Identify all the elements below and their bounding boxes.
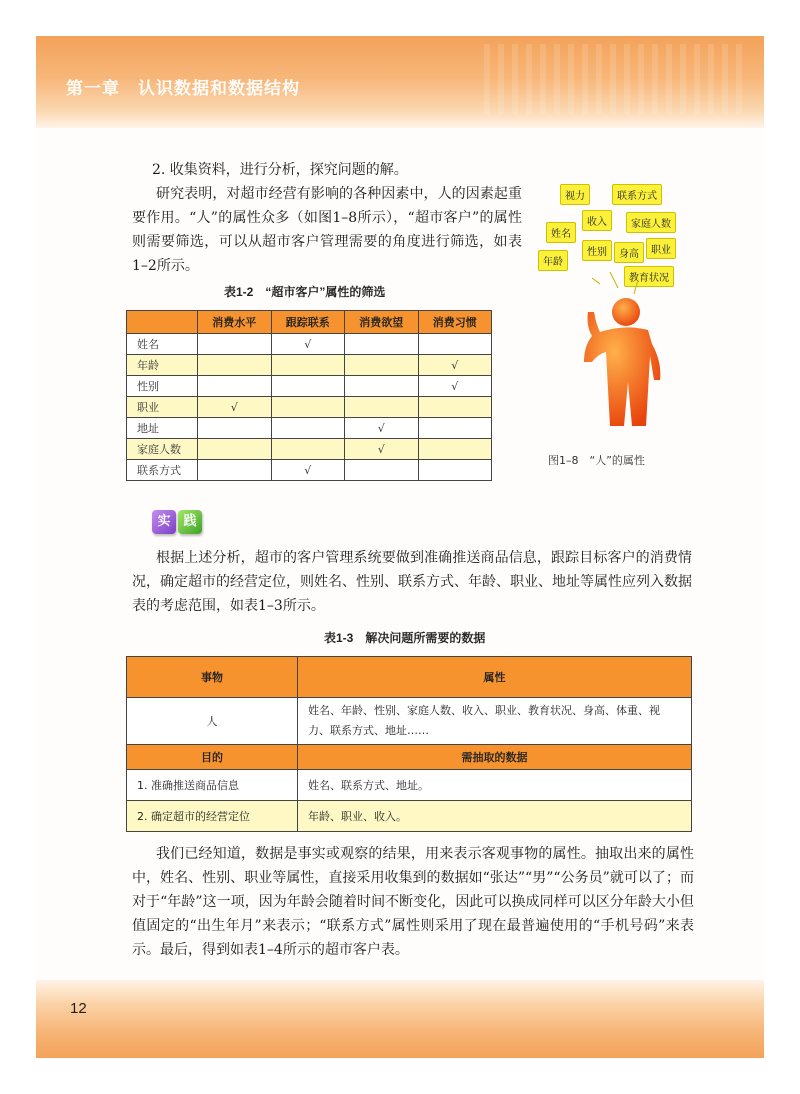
table-header-row <box>127 657 692 698</box>
table-cell: 1. 准确推送商品信息 <box>127 770 298 801</box>
table-cell <box>198 418 272 439</box>
table-cell: √ <box>271 334 345 355</box>
table-cell: 姓名 <box>127 334 198 355</box>
table-cell: 地址 <box>127 418 198 439</box>
table-header-cell: 属性 <box>298 657 692 698</box>
table-cell <box>271 439 345 460</box>
table-header-cell: 消费水平 <box>198 311 272 334</box>
table-header-cell: 需抽取的数据 <box>298 745 692 770</box>
table-cell <box>418 334 492 355</box>
table-header-cell <box>127 311 198 334</box>
table-cell: √ <box>271 460 345 481</box>
table13-caption: 表1-3 解决问题所需要的数据 <box>324 631 486 645</box>
tag-vision: 视力 <box>560 184 590 205</box>
customer-attribute-table <box>126 310 492 481</box>
table-cell <box>198 355 272 376</box>
table-cell <box>198 334 272 355</box>
paragraph-analysis: 根据上述分析，超市的客户管理系统要做到准确推送商品信息，跟踪目标客户的消费情况，确定超市的经营定位，则姓名、性别、联系方式、年龄、职业、地址等属性应列入数据表的考虑范围，如表1–3所示。 <box>132 550 692 614</box>
table-cell: √ <box>345 418 419 439</box>
practice-badge <box>152 510 208 536</box>
table-cell <box>418 439 492 460</box>
table-header-cell: 消费欲望 <box>345 311 419 334</box>
figure-caption: 图1–8 “人”的属性 <box>548 454 645 467</box>
table12-caption: 表1-2 “超市客户”属性的筛选 <box>224 285 386 299</box>
table-cell: √ <box>418 376 492 397</box>
table-cell <box>418 397 492 418</box>
person-illustration <box>530 176 700 446</box>
tag-age: 年龄 <box>538 250 568 271</box>
practice-badge-char: 实 <box>152 510 176 534</box>
practice-badge-char: 践 <box>178 510 202 534</box>
table-cell <box>271 397 345 418</box>
table-row <box>127 439 492 460</box>
table-header-cell: 目的 <box>127 745 298 770</box>
table-cell <box>418 418 492 439</box>
table-cell <box>271 418 345 439</box>
table-cell <box>345 397 419 418</box>
table-cell <box>198 376 272 397</box>
table-row <box>127 460 492 481</box>
table-cell: 职业 <box>127 397 198 418</box>
table-row <box>127 355 492 376</box>
tag-contact: 联系方式 <box>612 184 662 205</box>
table-row <box>127 770 692 801</box>
chapter-title: 第一章 认识数据和数据结构 <box>66 79 300 99</box>
page-number: 12 <box>70 1000 87 1017</box>
table-cell <box>198 460 272 481</box>
table-header-cell: 跟踪联系 <box>271 311 345 334</box>
table-cell: 联系方式 <box>127 460 198 481</box>
tag-occupation: 职业 <box>646 238 676 259</box>
table-cell: 年龄、职业、收入。 <box>298 801 692 832</box>
table-row <box>127 801 692 832</box>
tag-height: 身高 <box>614 242 644 263</box>
footer-band <box>36 980 764 1058</box>
paragraph-conclusion: 我们已经知道，数据是事实或观察的结果，用来表示客观事物的属性。抽取出来的属性中，姓名、性别、职业等属性，直接采用收集到的数据如“张达”“男”“公务员”就可以了；而对于“年龄”这一项，因为年龄会随着时间不断变化，因此可以换成同样可以区分年龄大小但值固定的“出生年月”来表示；“联系方式”属性则采用了现在最普遍使用的“手机号码”来表示。最后，得到如表1–4所示的超市客户表。 <box>132 846 694 958</box>
tag-name: 姓名 <box>546 222 576 243</box>
table-cell: 家庭人数 <box>127 439 198 460</box>
table-header-row <box>127 745 692 770</box>
table-cell <box>345 460 419 481</box>
table-row <box>127 418 492 439</box>
table-cell: 年龄 <box>127 355 198 376</box>
tag-income: 收入 <box>582 210 612 231</box>
table-cell: 姓名、年龄、性别、家庭人数、收入、职业、教育状况、身高、体重、视力、联系方式、地址…… <box>298 698 692 745</box>
paragraph-collect: 2. 收集资料，进行分析，探究问题的解。 <box>152 162 408 178</box>
person-attributes-figure <box>530 176 700 446</box>
table-cell <box>345 355 419 376</box>
tag-gender: 性别 <box>582 240 612 261</box>
table-cell <box>198 439 272 460</box>
table-row <box>127 334 492 355</box>
table-header-cell: 消费习惯 <box>418 311 492 334</box>
table-row <box>127 397 492 418</box>
tag-family-size: 家庭人数 <box>626 212 676 233</box>
table-cell: 性别 <box>127 376 198 397</box>
table-header-cell: 事物 <box>127 657 298 698</box>
table-cell: √ <box>198 397 272 418</box>
table-cell: 姓名、联系方式、地址。 <box>298 770 692 801</box>
table-cell <box>271 355 345 376</box>
required-data-table <box>126 656 692 832</box>
table-cell: √ <box>418 355 492 376</box>
table-cell <box>271 376 345 397</box>
table-cell: 2. 确定超市的经营定位 <box>127 801 298 832</box>
tag-education: 教育状况 <box>624 266 674 287</box>
table-cell <box>345 376 419 397</box>
table-cell <box>418 460 492 481</box>
table-cell: 人 <box>127 698 298 745</box>
table-row <box>127 698 692 745</box>
table-header-row <box>127 311 492 334</box>
table-row <box>127 376 492 397</box>
table-cell: √ <box>345 439 419 460</box>
paragraph-research: 研究表明，对超市经营有影响的各种因素中，人的因素起重要作用。“人”的属性众多（如图1–8所示），“超市客户”的属性则需要筛选，可以从超市客户管理需要的角度进行筛选，如表1–2所示。 <box>132 186 522 274</box>
table-cell <box>345 334 419 355</box>
